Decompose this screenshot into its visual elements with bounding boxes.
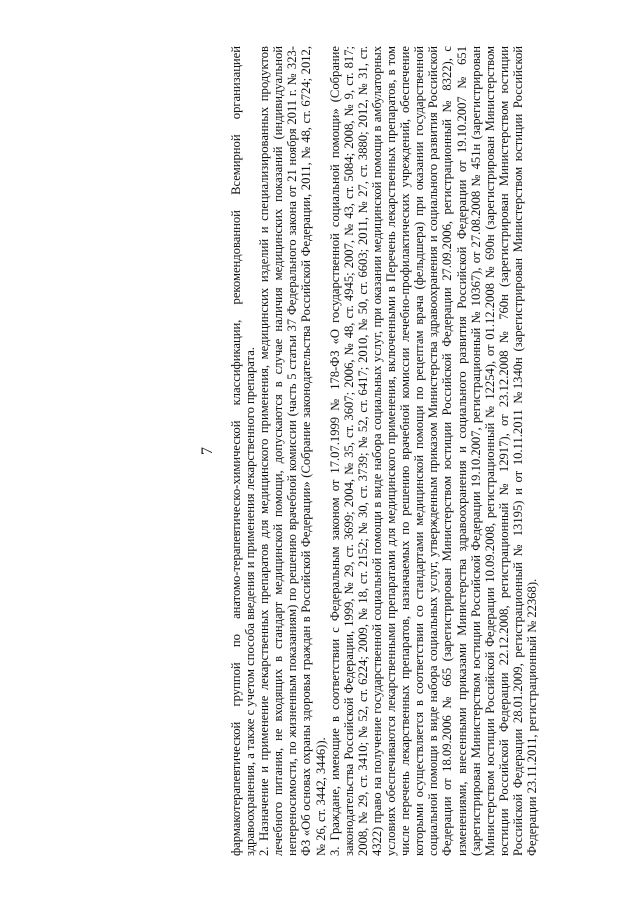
page-number: 7 [199, 447, 216, 455]
paragraph-item-2: 2. Назначение и применение лекарственных препаратов для медицинского применения, медицинских изделий и специализированных продуктов лечебного питания, не входящих в стандарт медицинской помощи, допускаются в случае наличия медицинских показаний (индивидуальной непереносимости, по жизненным показаниям) по решению врачебной комиссии (часть 5 статьи 37 Федерального закона от 21 ноября 2011 г. № 323-ФЗ «Об основах охраны здоровья граждан в Российской Федерации» (Собрание законодательства Российской Федерации, 2011, № 48, ст. 6724; 2012, № 26, ст. 3442, 3446)). [257, 46, 328, 856]
paragraph-continuation: фармакотерапевтической группой по анатомо-терапевтическо-химической классификации, рекомендованной Всемирной организацией здравоохранения, а также с учетом способа введения и применения лекарственного препарата. [229, 46, 258, 856]
rotated-text-block [191, 40, 640, 862]
paragraph-item-3: 3. Граждане, имеющие в соответствии с Федеральным законом от 17.07.1999 № 178-ФЗ «О государственной социальной помощи» (Собрание законодательства Российской Федерации, 1999, № 29, ст. 3699; 2004, № 35, ст. 3607; 2006, № 48, ст. 4945; 2007, № 43, ст. 5084; 2008, № 9, ст. 817; 2008, № 29, ст. 3410; № 52, ст. 6224; 2009, № 18, ст. 2152; № 30, ст. 3739; № 52, ст. 6417; 2010, № 50, ст. 6603; 2011, № 27, ст. 3880; 2012, № 31, ст. 4322) право на получение государственной социальной помощи в виде набора социальных услуг, при оказании медицинской помощи в амбулаторных условиях обеспечиваются лекарственными препаратами для медицинского применения, включенными в Перечень лекарственных препаратов, в том числе перечень лекарственных препаратов, назначаемых по решению врачебной комиссии лечебно-профилактических учреждений, обеспечение которыми осуществляется в соответствии со стандартами медицинской помощи по рецептам врача (фельдшера) при оказании государственной социальной помощи в виде набора социальных услуг, утвержденным приказом Министерства здравоохранения и социального развития Российской Федерации от 18.09.2006 № 665 (зарегистрирован Министерством юстиции Российской Федерации 27.09.2006, регистрационный № 8322), с изменениями, внесенными приказами Министерства здравоохранения и социального развития Российской Федерации от 19.10.2007 № 651 (зарегистрирован Министерством юстиции Российской Федерации 19.10.2007, регистрационный № 10367), от 27.08.2008 № 451н (зарегистрирован Министерством юстиции Российской Федерации 10.09.2008, регистрационный № 12254), от 01.12.2008 № 690н (зарегистрирован Министерством юстиции Российской Федерации 22.12.2008, регистрационный № 12917), от 23.12.2008 № 760н (зарегистрирован Министерством юстиции Российской Федерации 28.01.2009, регистрационный № 13195) и от 10.11.2011 №1340н (зарегистрирован Министерством юстиции Российской Федерации 23.11.2011, регистрационный № 22368). [327, 46, 539, 856]
